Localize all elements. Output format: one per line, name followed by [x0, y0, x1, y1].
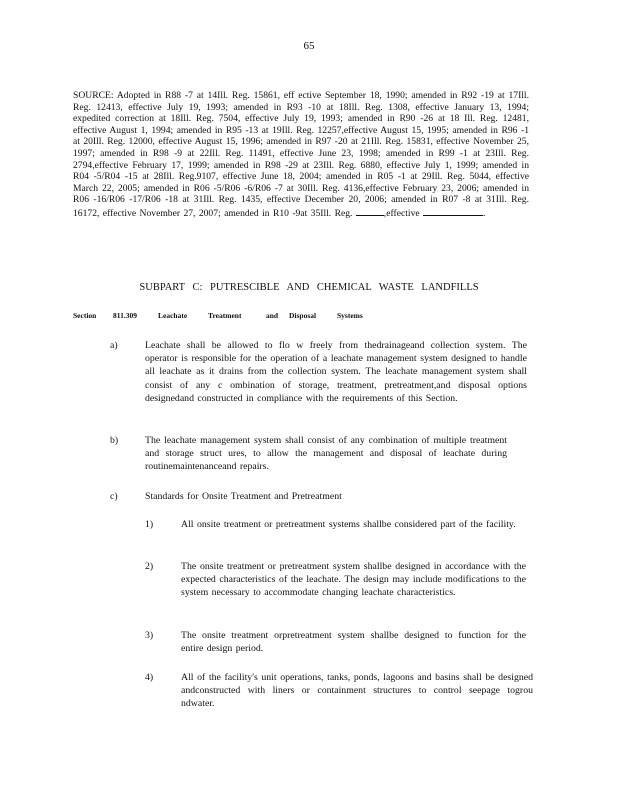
section-label: Section	[73, 311, 97, 320]
source-note-text: SOURCE: Adopted in R88 -7 at 14Ill. Reg. 15861, eff ective September 18, 1990; amended in R92 -19 at 17Ill. Reg. 12413, effective July 19, 1993; amended in R93 -10 at 18Ill. Reg. 1308, effective January 13, 1994; expedited correction at 18Ill. Reg. 7504, effective July 19, 1993; amended in R90 -26 at 18 Ill. Reg. 12481, effective August 1, 1994; amended in R95 -13 at 19Ill. Reg. 12257,effective August 15, 1995; amended in R96 -1 at 20Ill. Reg. 12000, effective August 15, 1996; amended in R97 -20 at 21Ill. Reg. 15831, effective November 25, 1997; amended in R98 -9 at 22Ill. Reg. 11491, effective June 23, 1998; amended in R99 -1 at 23Ill. Reg. 2794,effective February 17, 1999; amended in R98 -29 at 23Ill. Reg. 6880, effective July 1, 1999; amended in R04 -5/R04 -15 at 28Ill. Reg.9107, effective June 18, 2004; amended in R05 -1 at 29Ill. Reg. 5044, effective March 22, 2005; amended in R06 -5/R06 -6/R06 -7 at 30Ill. Reg. 4136,effective February 23, 2006; amended in R06 -16/R06 -17/R06 -18 at 31Ill. Reg. 1435, effective December 20, 2006; amended in R07 -8 at 31Ill. Reg. 16172, effective November 27, 2007; amended in R10 -9at 35Ill. Reg.	[73, 90, 529, 219]
item-1-label: 1)	[145, 519, 154, 530]
section-title-word: Leachate	[158, 311, 188, 320]
blank-line	[423, 206, 483, 216]
subsection-c-text: Standards for Onsite Treatment and Pretreatment	[145, 491, 342, 502]
item-3-label: 3)	[145, 630, 154, 641]
section-title-word: Treatment	[208, 311, 242, 320]
item-4-label: 4)	[145, 672, 154, 683]
item-2-text: The onsite treatment or pretreatment system shallbe designed in accordance with the expected characteristics of the leachate. The design may include modifications to the system necessary to accommodate changing leachate characteristics.	[181, 561, 526, 599]
item-4-text: All of the facility's unit operations, tanks, ponds, lagoons and basins shall be designed andconstructed with liners or containment structures to control seepage togrou ndwater.	[181, 672, 533, 710]
subpart-heading: SUBPART C: PUTRESCIBLE AND CHEMICAL WASTE LANDFILLS	[139, 282, 479, 293]
item-3-text: The onsite treatment orpretreatment system shallbe designed to function for the entire design period.	[181, 630, 526, 655]
section-title-word: and	[266, 311, 279, 320]
blank-line	[356, 206, 384, 216]
section-title-word: Disposal	[289, 311, 317, 320]
item-1-text: All onsite treatment or pretreatment systems shallbe considered part of the facility.	[181, 519, 516, 530]
subsection-b-label: b)	[110, 435, 119, 446]
source-note-end: .	[483, 207, 486, 219]
subsection-a-text: Leachate shall be allowed to flo w freely from thedrainageand collection system. The operator is responsible for the operation of a leachate management system designed to handle all leachate as it drains from the collection system. The leachate management system shall consist of any c ombination of storage, treatment, pretreatment,and disposal options designedand constructed in compliance with the requirements of this Section.	[145, 340, 527, 404]
page-number: 65	[303, 40, 315, 52]
subsection-b-text: The leachate management system shall consist of any combination of multiple treatment and storage struct ures, to allow the management and disposal of leachate during routinemaintenanceand repairs.	[145, 435, 507, 473]
section-title-word: Systems	[337, 311, 363, 320]
section-number: 811.309	[113, 311, 137, 320]
subsection-c-label: c)	[110, 491, 118, 502]
source-note-tail: ,effective	[383, 207, 420, 219]
source-note	[73, 90, 529, 220]
subsection-a-label: a)	[110, 340, 118, 351]
item-2-label: 2)	[145, 561, 154, 572]
